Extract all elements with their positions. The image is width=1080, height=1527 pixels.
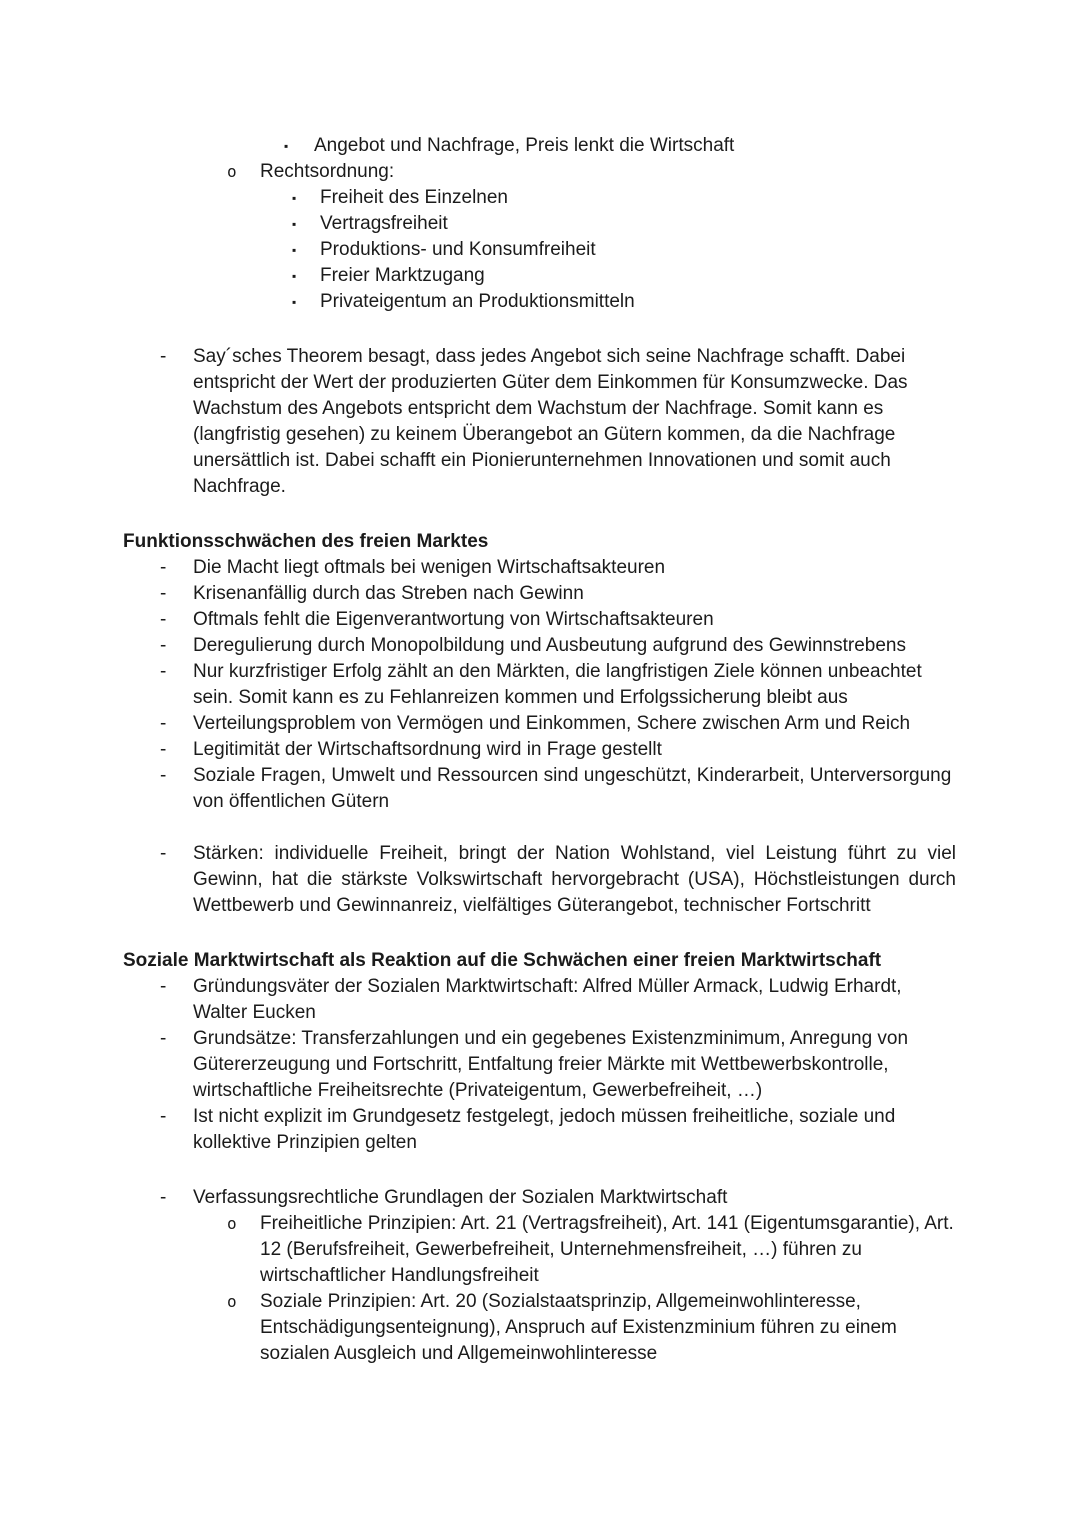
- dash-bullet-icon: -: [160, 976, 167, 997]
- list-item-text: Ist nicht explizit im Grundgesetz festgelegt, jedoch müssen freiheitliche, soziale und kollektive Prinzipien gelten: [193, 1106, 896, 1153]
- list-item-text: Die Macht liegt oftmals bei wenigen Wirtschaftsakteuren: [193, 557, 666, 578]
- say-theorem-item: [123, 344, 956, 500]
- dash-bullet-icon: -: [160, 1028, 167, 1049]
- constitutional-item: [123, 1185, 956, 1211]
- list-item-text: Krisenanfällig durch das Streben nach Gewinn: [193, 583, 584, 604]
- list-item: [123, 159, 956, 185]
- constitutional-item-text: Verfassungsrechtliche Grundlagen der Sozialen Marktwirtschaft: [193, 1187, 728, 1208]
- list-item-text: Produktions- und Konsumfreiheit: [320, 239, 596, 260]
- dash-bullet-icon: -: [160, 635, 167, 656]
- list-item-text: Soziale Fragen, Umwelt und Ressourcen sind ungeschützt, Kinderarbeit, Unterversorgung von öffentlichen Gütern: [193, 765, 952, 812]
- list-item: [123, 263, 956, 289]
- list-item-text: Freier Marktzugang: [320, 265, 485, 286]
- list-item-text: Verteilungsproblem von Vermögen und Einkommen, Schere zwischen Arm und Reich: [193, 713, 911, 734]
- circle-bullet-icon: o: [227, 1292, 237, 1311]
- list-item: [123, 763, 956, 815]
- list-item: [123, 289, 956, 315]
- circle-bullet-icon: o: [227, 1214, 237, 1233]
- list-item-text: Freiheitliche Prinzipien: Art. 21 (Vertragsfreiheit), Art. 141 (Eigentumsgarantie), Art. 12 (Berufsfreiheit, Gewerbefreiheit, Unternehmensfreiheit, …) führen zu wirtschaftlicher Handlungsfreiheit: [260, 1213, 954, 1286]
- circle-bullet-icon: o: [227, 162, 237, 181]
- list-item: [123, 581, 956, 607]
- list-item: [123, 711, 956, 737]
- strengths-text: Stärken: individuelle Freiheit, bringt der Nation Wohlstand, viel Leistung führt zu viel Gewinn, hat die stärkste Volkswirtschaft hervorgebracht (USA), Höchstleistungen durch Wettbewerb und Gewinnanreiz, vielfältiges Güterangebot, technischer Fortschritt: [193, 843, 956, 916]
- dash-bullet-icon: -: [160, 739, 167, 760]
- list-item: [123, 1289, 956, 1367]
- list-item: [123, 211, 956, 237]
- list-item-text: Privateigentum an Produktionsmitteln: [320, 291, 635, 312]
- dash-bullet-icon: -: [160, 1187, 167, 1208]
- list-item: [123, 1026, 956, 1104]
- square-bullet-icon: ▪: [284, 139, 289, 153]
- list-item: [123, 974, 956, 1026]
- section-heading-weaknesses: Funktionsschwächen des freien Marktes: [123, 531, 489, 552]
- square-bullet-icon: ▪: [292, 243, 297, 257]
- list-item-text: Rechtsordnung:: [260, 161, 395, 182]
- square-bullet-icon: ▪: [292, 269, 297, 283]
- list-item-text: Gründungsväter der Sozialen Marktwirtschaft: Alfred Müller Armack, Ludwig Erhardt, Walter Eucken: [193, 976, 902, 1023]
- dash-bullet-icon: -: [160, 609, 167, 630]
- list-item-text: Freiheit des Einzelnen: [320, 187, 508, 208]
- list-item: [123, 607, 956, 633]
- dash-bullet-icon: -: [160, 346, 167, 367]
- list-item: [123, 237, 956, 263]
- strengths-item: [123, 841, 956, 919]
- list-item-text: Legitimität der Wirtschaftsordnung wird in Frage gestellt: [193, 739, 662, 760]
- list-item-text: Angebot und Nachfrage, Preis lenkt die Wirtschaft: [314, 135, 735, 156]
- say-theorem-text: Say´sches Theorem besagt, dass jedes Angebot sich seine Nachfrage schafft. Dabei entspricht der Wert der produzierten Güter dem Einkommen für Konsumzwecke. Das Wachstum des Angebots entspricht dem Wachstum der Nachfrage. Somit kann es (langfristig gesehen) zu keinem Überangebot an Gütern kommen, da die Nachfrage unersättlich ist. Dabei schafft ein Pionierunternehmen Innovationen und somit auch Nachfrage.: [193, 346, 908, 497]
- list-item-text: Oftmals fehlt die Eigenverantwortung von Wirtschaftsakteuren: [193, 609, 714, 630]
- list-item: [123, 1104, 956, 1156]
- square-bullet-icon: ▪: [292, 191, 297, 205]
- list-item-text: Deregulierung durch Monopolbildung und Ausbeutung aufgrund des Gewinnstrebens: [193, 635, 907, 656]
- list-item-text: Nur kurzfristiger Erfolg zählt an den Märkten, die langfristigen Ziele können unbeachtet sein. Somit kann es zu Fehlanreizen kommen und Erfolgssicherung bleibt aus: [193, 661, 922, 708]
- list-item: [123, 133, 956, 159]
- list-item-text: Soziale Prinzipien: Art. 20 (Sozialstaatsprinzip, Allgemeinwohlinteresse, Entschädigungsenteignung), Anspruch auf Existenzminium führen zu einem sozialen Ausgleich und Allgemeinwohlinteresse: [260, 1291, 897, 1364]
- dash-bullet-icon: -: [160, 765, 167, 786]
- dash-bullet-icon: -: [160, 843, 167, 864]
- list-item: [123, 659, 956, 711]
- dash-bullet-icon: -: [160, 713, 167, 734]
- dash-bullet-icon: -: [160, 661, 167, 682]
- dash-bullet-icon: -: [160, 583, 167, 604]
- list-item-text: Grundsätze: Transferzahlungen und ein gegebenes Existenzminimum, Anregung von Gütererzeugung und Fortschritt, Entfaltung freier Märkte mit Wettbewerbskontrolle, wirtschaftliche Freiheitsrechte (Privateigentum, Gewerbefreiheit, …): [193, 1028, 909, 1101]
- list-item-text: Vertragsfreiheit: [320, 213, 448, 234]
- list-item: [123, 185, 956, 211]
- square-bullet-icon: ▪: [292, 295, 297, 309]
- list-item: [123, 633, 956, 659]
- dash-bullet-icon: -: [160, 557, 167, 578]
- list-item: [123, 1211, 956, 1289]
- list-item: [123, 555, 956, 581]
- section-heading-social-market: Soziale Marktwirtschaft als Reaktion auf die Schwächen einer freien Marktwirtschaft: [123, 950, 882, 971]
- list-item: [123, 737, 956, 763]
- square-bullet-icon: ▪: [292, 217, 297, 231]
- dash-bullet-icon: -: [160, 1106, 167, 1127]
